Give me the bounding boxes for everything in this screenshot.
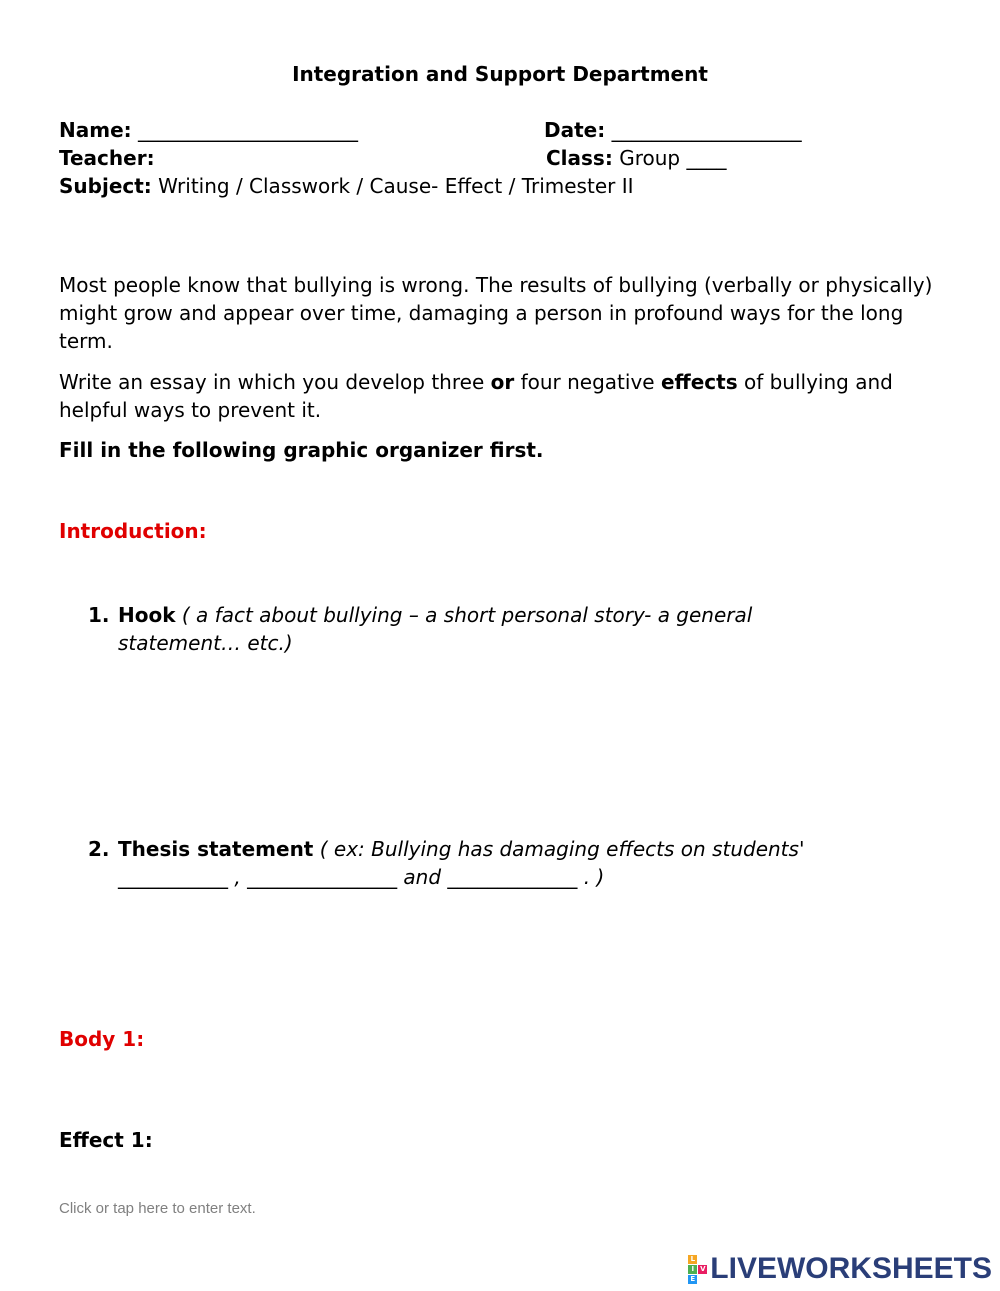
logo-text: LIVEWORKSHEETS	[710, 1252, 992, 1285]
effect1-label: Effect 1:	[59, 1128, 153, 1152]
subject-value: Writing / Classwork / Cause- Effect / Trimester II	[158, 174, 634, 198]
prompt-text-2: four negative	[514, 370, 661, 394]
liveworksheets-logo	[688, 1252, 992, 1286]
introduction-heading: Introduction:	[59, 519, 207, 543]
hook-label: Hook	[118, 603, 176, 627]
name-label: Name:	[59, 118, 132, 142]
logo-mark-i: I	[688, 1265, 697, 1274]
thesis-item	[88, 835, 804, 863]
essay-prompt	[59, 368, 939, 424]
class-value: Group ____	[619, 146, 727, 170]
effect1-text-field[interactable]: Click or tap here to enter text.	[59, 1200, 256, 1217]
prompt-effects: effects	[660, 370, 738, 394]
body1-heading: Body 1:	[59, 1027, 145, 1051]
intro-paragraph: Most people know that bullying is wrong. The results of bullying (verbally or physically) might grow and appear over time, damaging a person in profound ways for the long term.	[59, 273, 933, 353]
date-label: Date:	[544, 118, 606, 142]
name-row	[59, 118, 358, 142]
teacher-row	[59, 146, 155, 170]
prompt-or: or	[490, 370, 515, 394]
hook-item	[88, 601, 752, 629]
logo-mark-icon	[688, 1255, 707, 1284]
date-row	[544, 118, 802, 142]
thesis-label: Thesis statement	[118, 837, 314, 861]
class-row	[546, 146, 726, 170]
teacher-label: Teacher:	[59, 146, 155, 170]
hook-number: 1.	[88, 603, 110, 627]
name-field[interactable]: ______________________	[138, 118, 358, 142]
class-label: Class:	[546, 146, 613, 170]
subject-row	[59, 174, 634, 198]
logo-mark-v: V	[700, 1264, 706, 1273]
page-title: Integration and Support Department	[292, 62, 708, 86]
prompt-text-1: Write an essay in which you develop three	[59, 370, 491, 394]
date-field[interactable]: ___________________	[611, 118, 802, 142]
instruction: Fill in the following graphic organizer first.	[59, 438, 544, 462]
logo-mark-l: L	[688, 1255, 697, 1264]
prompt-text-3: of bullying and helpful ways to prevent it.	[59, 370, 893, 422]
subject-label: Subject:	[59, 174, 152, 198]
hook-desc: ( a fact about bullying – a short personal story- a general	[175, 603, 753, 627]
thesis-desc: ( ex: Bullying has damaging effects on students'	[313, 837, 805, 861]
thesis-desc-cont: ___________ , _______________ and _____________ . )	[118, 865, 605, 889]
hook-desc-cont: statement… etc.)	[118, 631, 293, 655]
logo-mark-e: E	[688, 1275, 697, 1284]
thesis-number: 2.	[88, 837, 110, 861]
